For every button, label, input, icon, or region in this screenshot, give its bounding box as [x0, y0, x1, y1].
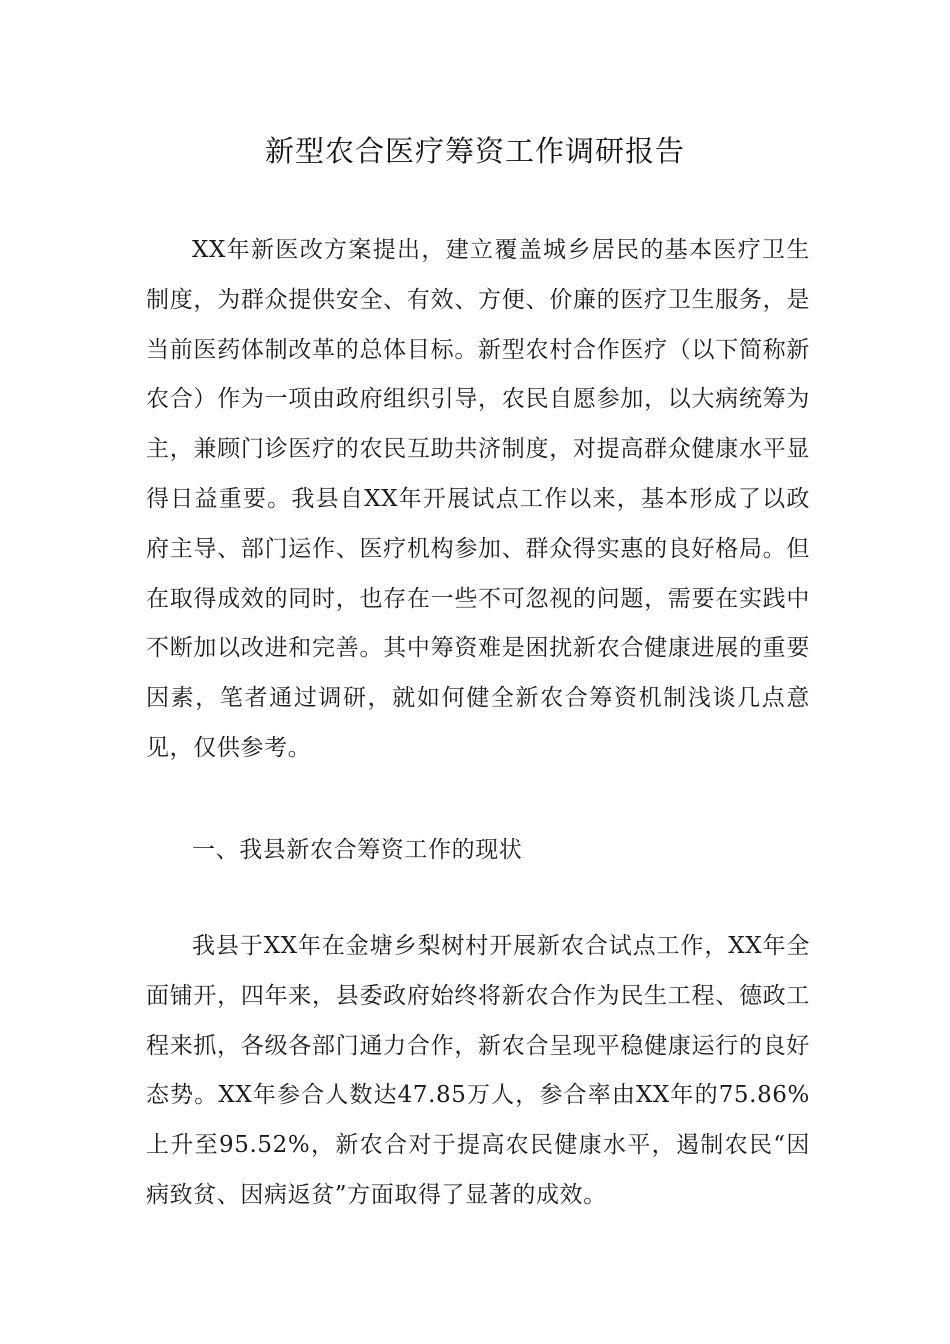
- status-paragraph: 我县于XX年在金塘乡梨树村开展新农合试点工作，XX年全面铺开，四年来，县委政府始终将新农合作为民生工程、德政工程来抓，各级各部门通力合作，新农合呈现平稳健康运行的良好态势。XX年参合人数达47.85万人，参合率由XX年的75.86%上升至95.52%，新农合对于提高农民健康水平，遏制农民“因病致贫、因病返贫”方面取得了显著的成效。: [146, 933, 810, 1208]
- document-title: 新型农合医疗筹资工作调研报告: [264, 134, 685, 168]
- section-heading: 一、我县新农合筹资工作的现状: [192, 837, 523, 863]
- intro-paragraph: XX年新医改方案提出，建立覆盖城乡居民的基本医疗卫生制度，为群众提供安全、有效、方便、价廉的医疗卫生服务，是当前医药体制改革的总体目标。新型农村合作医疗（以下简称新农合）作为一项由政府组织引导，农民自愿参加，以大病统筹为主，兼顾门诊医疗的农民互助共济制度，对提高群众健康水平显得日益重要。我县自XX年开展试点工作以来，基本形成了以政府主导、部门运作、医疗机构参加、群众得实惠的良好格局。但在取得成效的同时，也存在一些不可忽视的问题，需要在实践中不断加以改进和完善。其中筹资难是困扰新农合健康进展的重要因素，笔者通过调研，就如何健全新农合筹资机制浅谈几点意见，仅供参考。: [146, 237, 810, 761]
